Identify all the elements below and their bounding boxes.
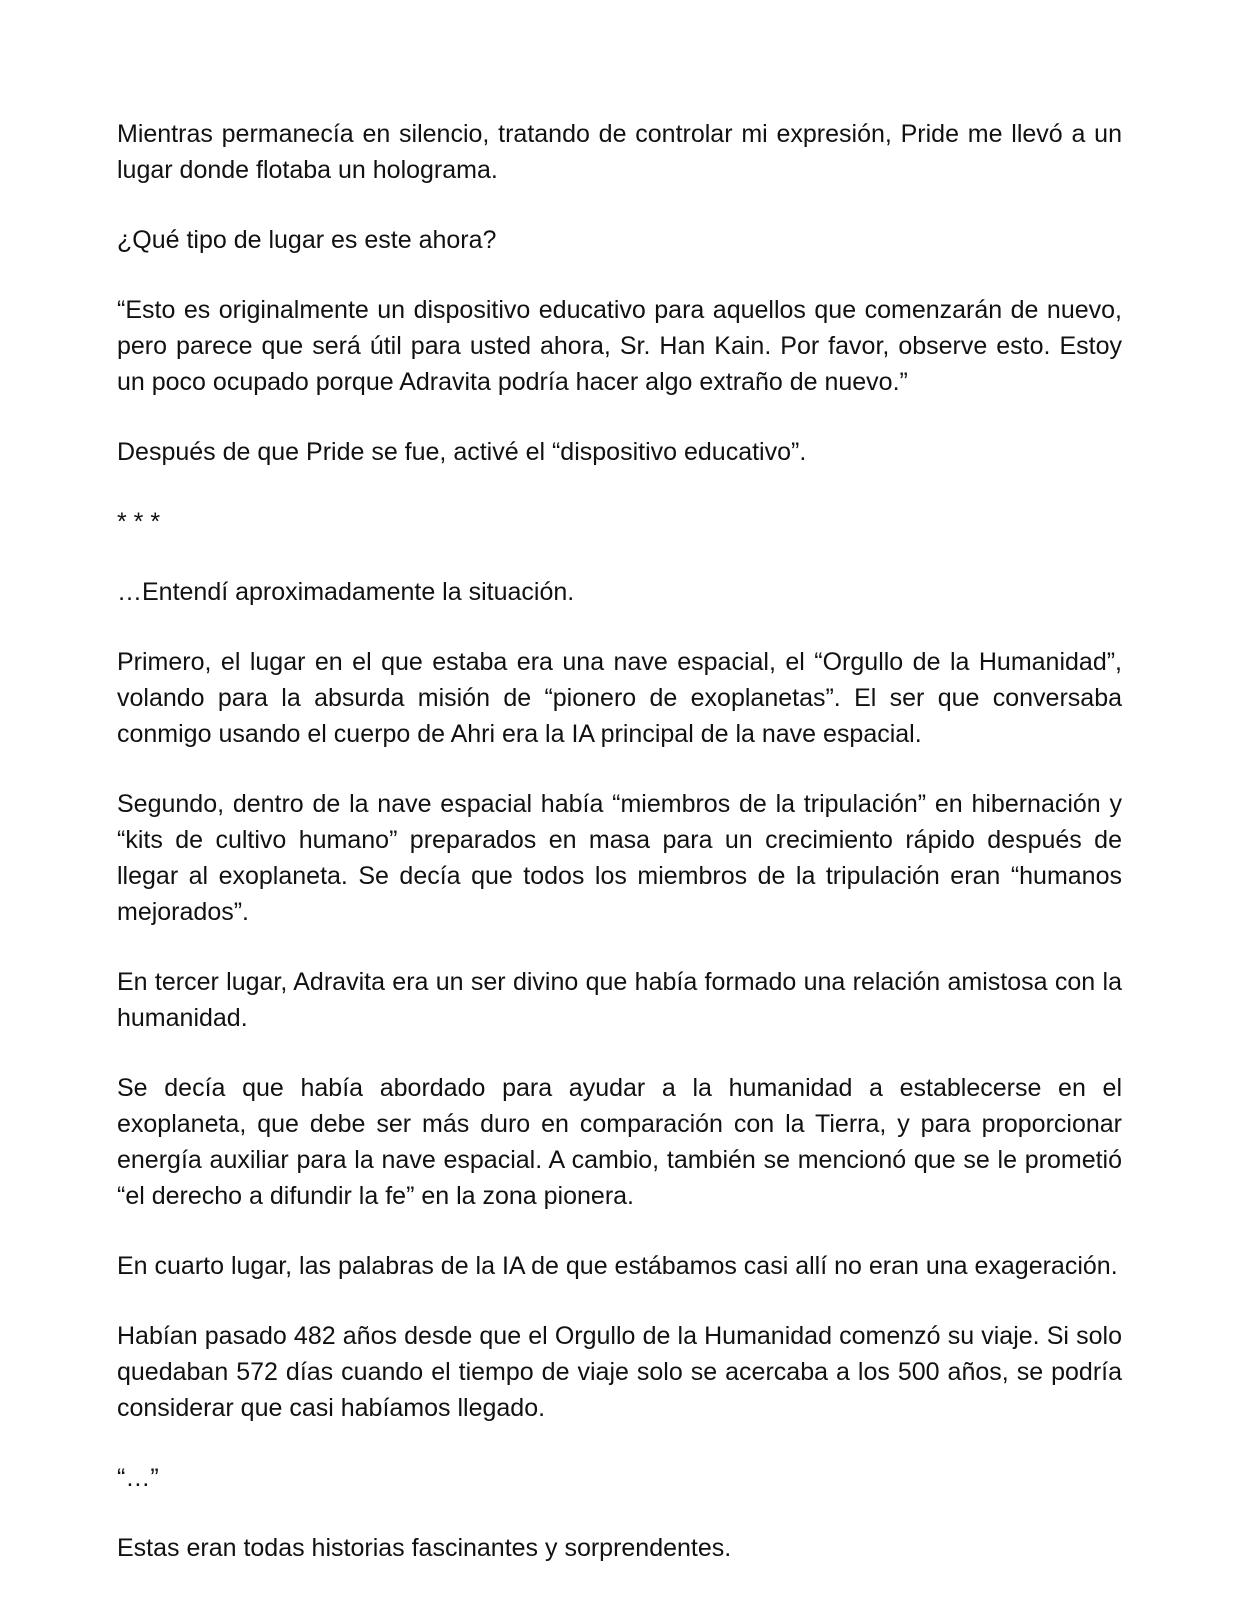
paragraph-10: En cuarto lugar, las palabras de la IA de que estábamos casi allí no eran una exageración.	[117, 1252, 1118, 1280]
paragraph-7: Segundo, dentro de la nave espacial había “miembros de la tripulación” en hibernación y “kits de cultivo humano” preparados en masa para un crecimiento rápido después de llegar al exoplaneta. Se decía que todos los miembros de la tripulación eran “humanos mejorados”.	[117, 790, 1122, 926]
document-body	[117, 116, 1122, 1600]
scene-break: * * *	[117, 508, 161, 536]
paragraph-1: Mientras permanecía en silencio, tratando de controlar mi expresión, Pride me llevó a un lugar donde flotaba un holograma.	[117, 120, 1122, 184]
paragraph-12: Estas eran todas historias fascinantes y sorprendentes.	[117, 1534, 732, 1562]
paragraph-11: Habían pasado 482 años desde que el Orgullo de la Humanidad comenzó su viaje. Si solo quedaban 572 días cuando el tiempo de viaje solo se acercaba a los 500 años, se podría considerar que casi habíamos llegado.	[117, 1322, 1122, 1422]
paragraph-6: Primero, el lugar en el que estaba era una nave espacial, el “Orgullo de la Humanidad”, volando para la absurda misión de “pionero de exoplanetas”. El ser que conversaba conmigo usando el cuerpo de Ahri era la IA principal de la nave espacial.	[117, 648, 1122, 748]
paragraph-3: “Esto es originalmente un dispositivo educativo para aquellos que comenzarán de nuevo, pero parece que será útil para usted ahora, Sr. Han Kain. Por favor, observe esto. Estoy un poco ocupado porque Adravita podría hacer algo extraño de nuevo.”	[117, 296, 1122, 396]
paragraph-5: …Entendí aproximadamente la situación.	[117, 578, 575, 606]
paragraph-8: En tercer lugar, Adravita era un ser divino que había formado una relación amistosa con la humanidad.	[117, 968, 1122, 1032]
dialogue-ellipsis: “…”	[117, 1464, 159, 1492]
paragraph-4: Después de que Pride se fue, activé el “dispositivo educativo”.	[117, 438, 807, 466]
paragraph-2: ¿Qué tipo de lugar es este ahora?	[117, 226, 497, 254]
paragraph-9: Se decía que había abordado para ayudar a la humanidad a establecerse en el exoplaneta, que debe ser más duro en comparación con la Tierra, y para proporcionar energía auxiliar para la nave espacial. A cambio, también se mencionó que se le prometió “el derecho a difundir la fe” en la zona pionera.	[117, 1074, 1122, 1210]
